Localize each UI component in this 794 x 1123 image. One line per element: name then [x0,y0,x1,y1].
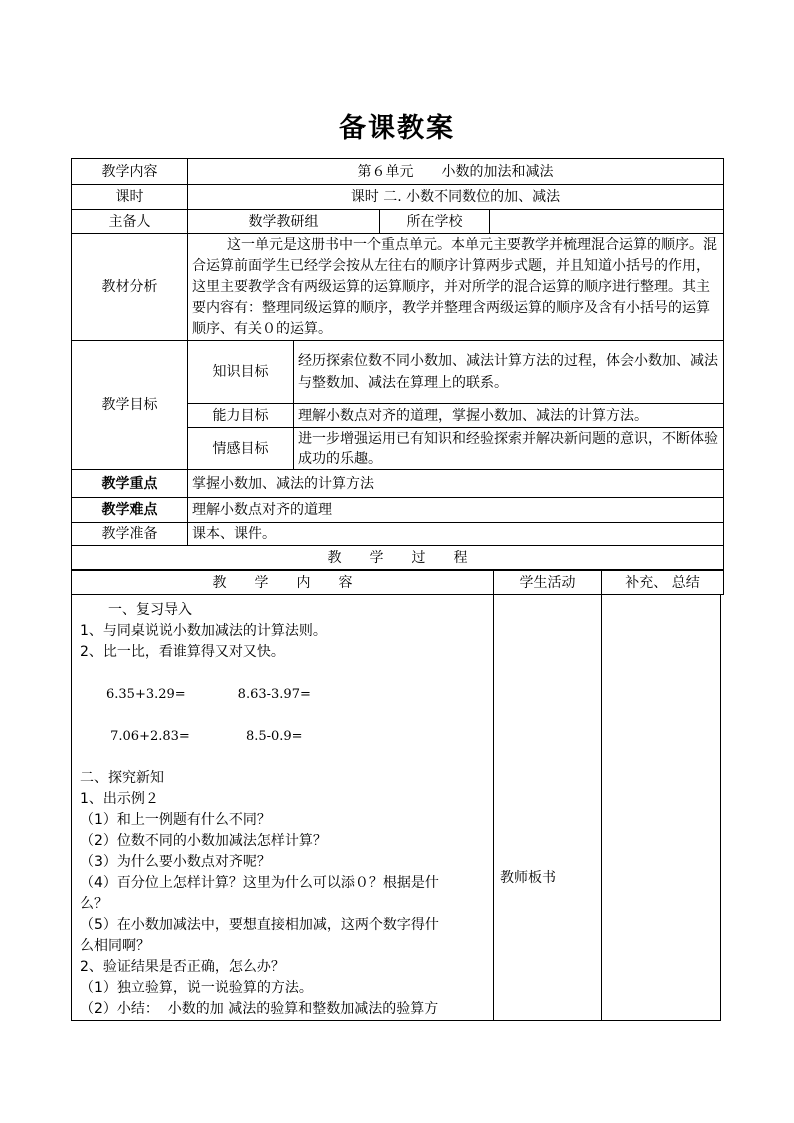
key-point-text: 掌握小数加、减法的计算方法 [188,470,724,498]
content-line [80,705,487,726]
col-notes-header: 补充、 总结 [602,571,724,595]
content-line: （2）位数不同的小数加减法怎样计算？ [80,833,327,849]
content-line: 2、验证结果是否正确，怎么办？ [80,959,285,975]
content-line: （3）为什么要小数点对齐呢？ [80,854,271,870]
content-line: 么相同啊？ [80,938,150,954]
content-label: 教学内容 [72,159,188,185]
lesson-value: 课时 二. 小数不同数位的加、减法 [188,185,724,210]
content-line: 一、复习导入 [80,602,192,618]
content-line: （1）和上一例题有什么不同？ [80,812,271,828]
col-student-header: 学生活动 [494,571,602,595]
preparer-value: 数学教研组 [188,210,380,234]
lesson-label: 课时 [72,185,188,210]
content-value: 第６单元 小数的加法和减法 [188,159,724,185]
process-header-row [71,570,724,595]
content-line: 二、探究新知 [80,770,164,786]
content-line: 么？ [80,896,108,912]
content-line [80,747,487,768]
key-point-label: 教学重点 [72,470,188,498]
content-line: （4）百分位上怎样计算？这里为什么可以添０？根据是什 [80,875,439,891]
lesson-plan-table [71,158,724,570]
goals-label: 教学目标 [72,341,188,470]
school-label: 所在学校 [380,210,490,234]
difficulty-label: 教学难点 [72,498,188,523]
preparation-text: 课本、课件。 [188,523,724,546]
ability-goal-label: 能力目标 [188,404,294,428]
difficulty-text: 理解小数点对齐的道理 [188,498,724,523]
content-line: 2、比一比，看谁算得又对又快。 [80,644,285,660]
main-content-lines [80,600,487,1020]
content-line: （1）独立验算，说一说验算的方法。 [80,980,313,996]
content-line: 1、与同桌说说小数加减法的计算法则。 [80,623,327,639]
process-body [71,594,721,1021]
school-value [490,210,724,234]
knowledge-goal-label: 知识目标 [188,341,294,404]
analysis-text: 这一单元是这册书中一个重点单元。本单元主要教学并梳理混合运算的顺序。混合运算前面学生已经学会按从左往右的顺序计算两步式题，并且知道小括号的作用，这里主要教学含有两级运算的运算顺序，并对所学的混合运算的顺序进行整理。其主要内容有：整理同级运算的顺序，教学并整理含两级运算的顺序及含有小括号的运算顺序、有关０的运算。 [188,234,724,341]
analysis-label: 教材分析 [72,234,188,341]
col-content-header: 教 学 内 容 [72,571,494,595]
emotion-goal-label: 情感目标 [188,428,294,470]
content-line [80,663,487,684]
process-heading: 教 学 过 程 [72,546,724,570]
knowledge-goal-text: 经历探索位数不同小数加、减法计算方法的过程，体会小数加、减法与整数加、减法在算理上的联系。 [294,341,724,404]
emotion-goal-text: 进一步增强运用已有知识和经验探索并解决新问题的意识，不断体验成功的乐趣。 [294,428,724,470]
content-line: 7.06+2.83= 8.5-0.9= [80,729,303,744]
student-activity-cell [494,595,602,1021]
ability-goal-text: 理解小数点对齐的道理，掌握小数加、减法的计算方法。 [294,404,724,428]
content-line: （2）小结： 小数的加 减法的验算和整数加减法的验算方 [80,1001,439,1017]
content-line: 6.35+3.29= 8.63-3.97= [80,687,311,702]
page-title: 备课教案 [339,113,455,144]
content-line: 1、出示例２ [80,791,159,807]
content-line: （5）在小数加减法中，要想直接相加减，这两个数字得什 [80,917,439,933]
preparer-label: 主备人 [72,210,188,234]
student-activity-text: 教师板书 [500,870,556,886]
notes-cell [602,595,721,1021]
main-content-cell [72,595,494,1021]
preparation-label: 教学准备 [72,523,188,546]
